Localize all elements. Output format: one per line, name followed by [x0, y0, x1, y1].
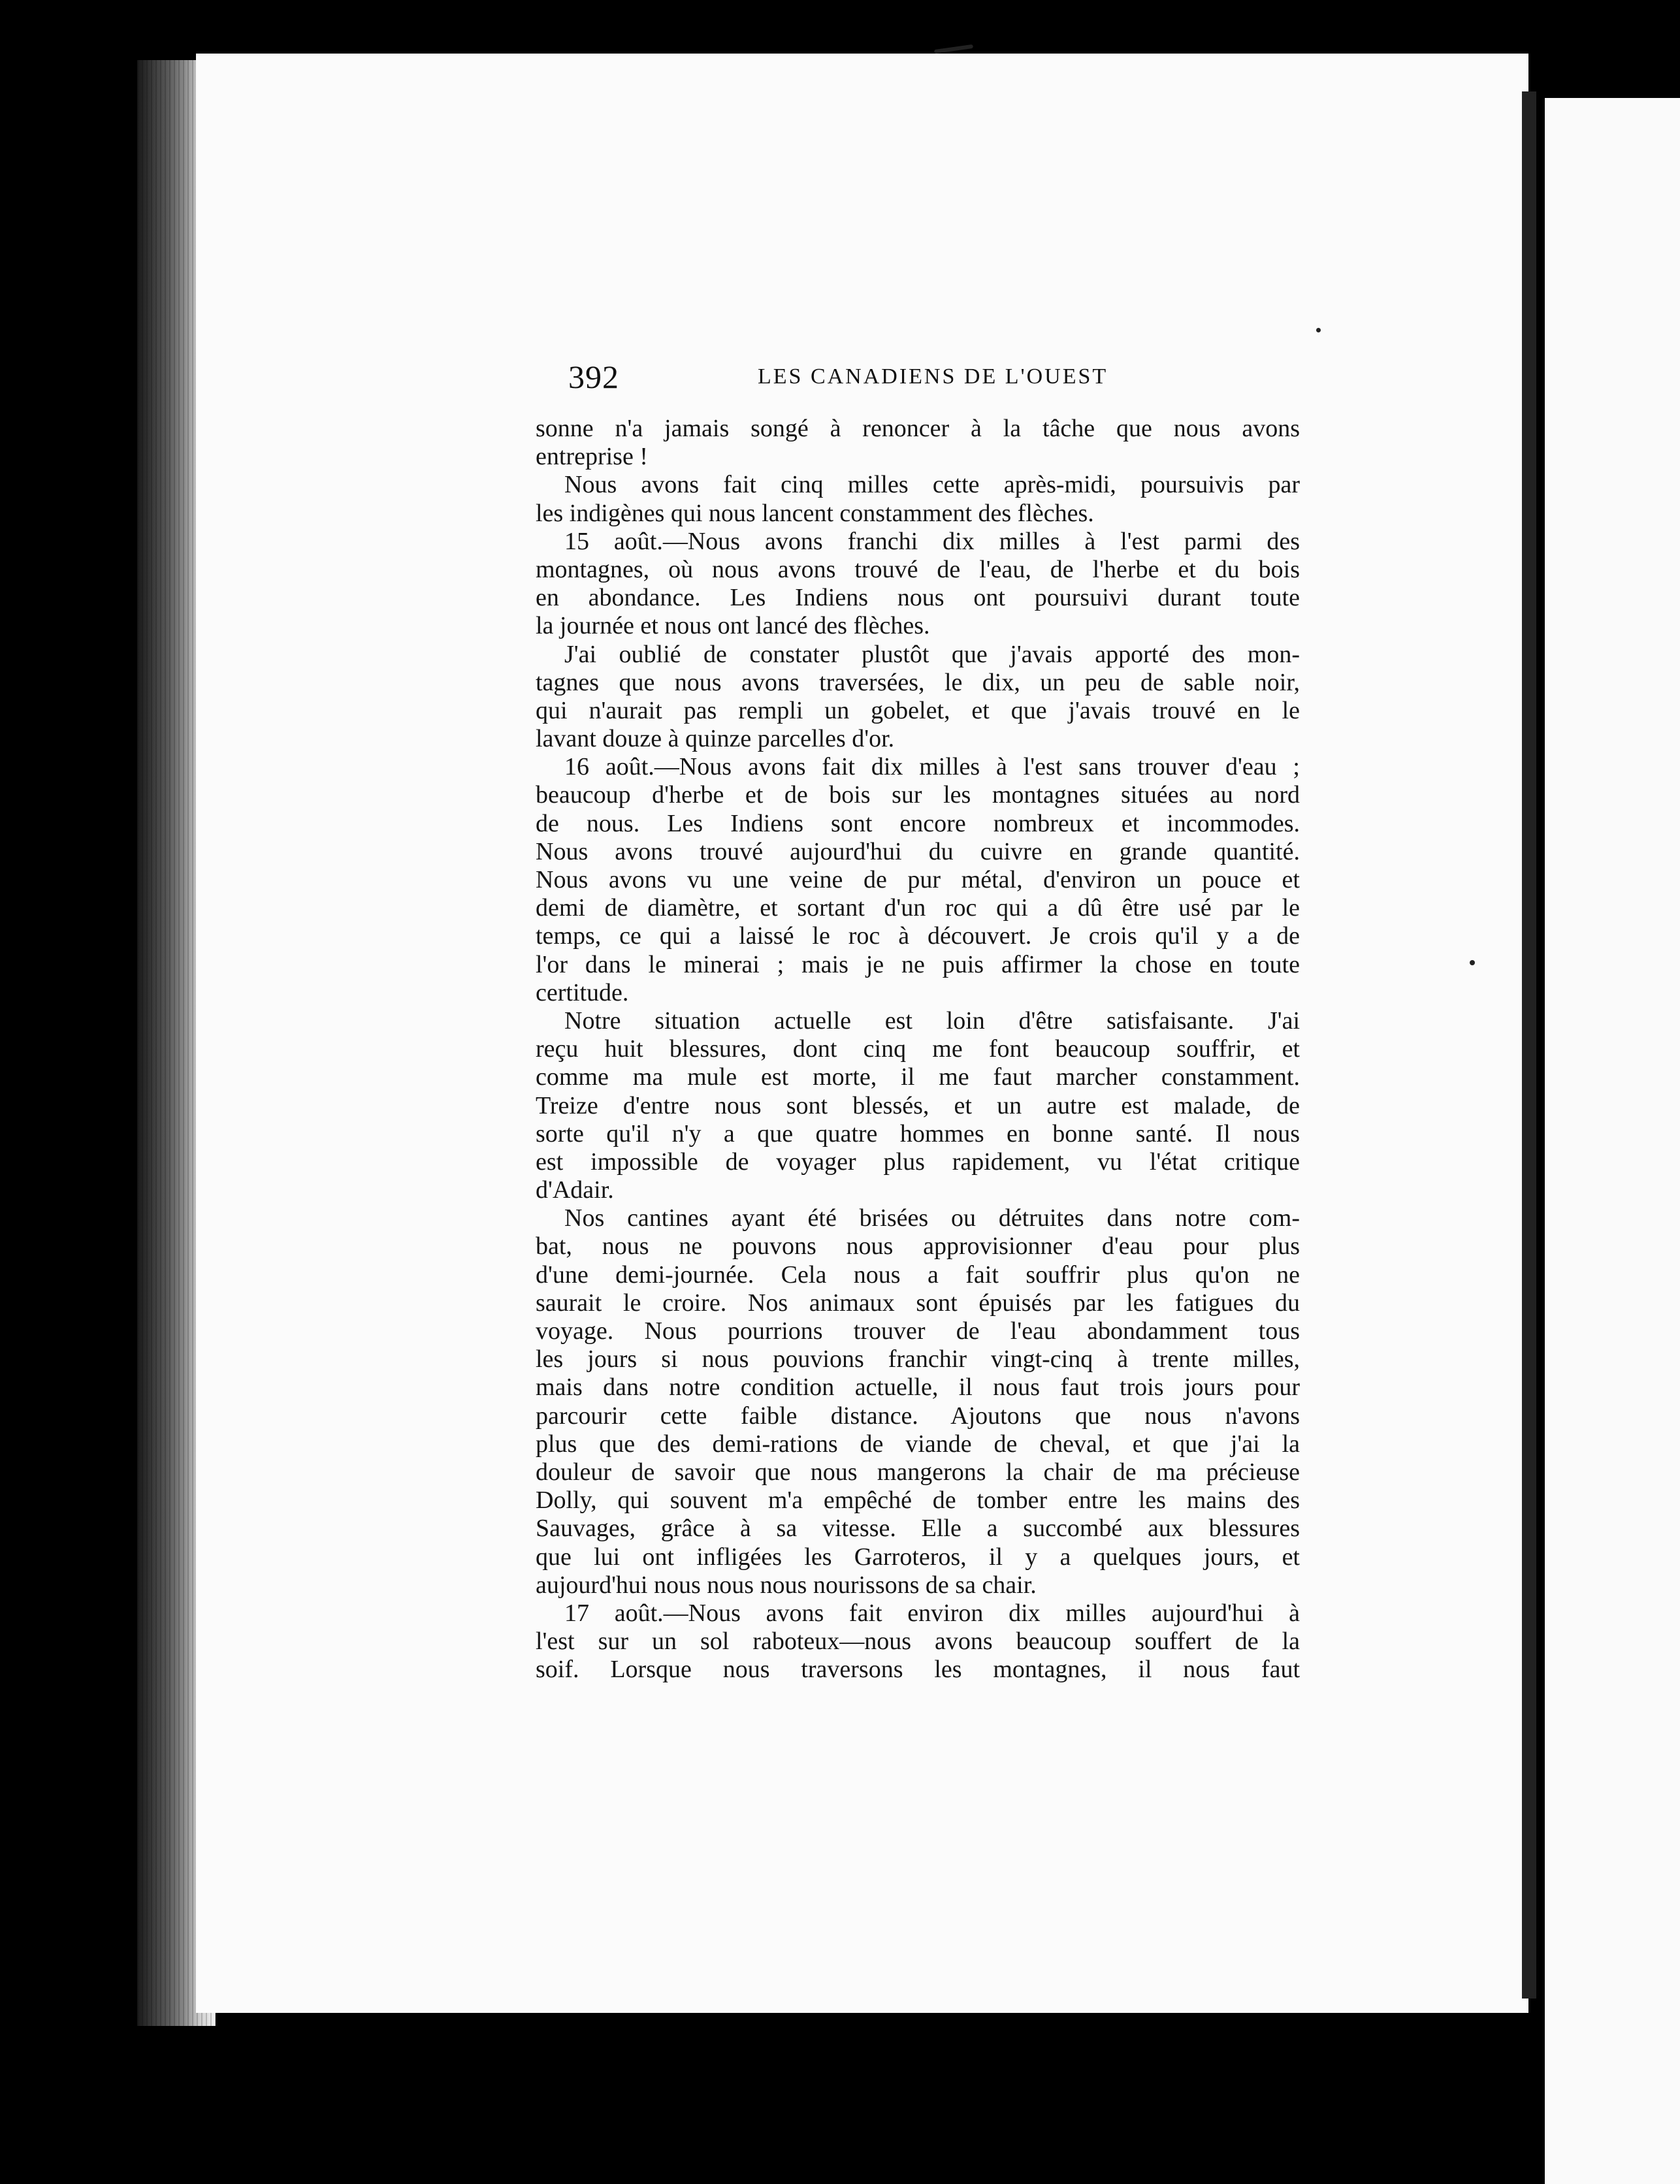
- text-line: 15 août.—Nous avons franchi dix milles à l'est parmi des: [564, 527, 1300, 555]
- text-line: entreprise !: [536, 443, 648, 471]
- text-line: 16 août.—Nous avons fait dix milles à l'est sans trouver d'eau ;: [564, 753, 1300, 781]
- text-line: en abondance. Les Indiens nous ont poursuivi durant toute: [536, 584, 1300, 612]
- text-line: saurait le croire. Nos animaux sont épuisés par les fatigues du: [536, 1289, 1300, 1317]
- text-line: les jours si nous pouvions franchir vingt-cinq à trente milles,: [536, 1345, 1300, 1373]
- text-line: bat, nous ne pouvons nous approvisionner d'eau pour plus: [536, 1232, 1300, 1261]
- text-line: sorte qu'il n'y a que quatre hommes en bonne santé. Il nous: [536, 1119, 1300, 1148]
- text-line: demi de diamètre, et sortant d'un roc qui a dû être usé par le: [536, 894, 1300, 922]
- running-title: LES CANADIENS DE L'OUEST: [758, 364, 1108, 389]
- text-line: comme ma mule est morte, il me faut marcher constamment.: [536, 1063, 1300, 1091]
- text-line: l'est sur un sol raboteux—nous avons beaucoup souffert de la: [536, 1628, 1300, 1656]
- text-line: l'or dans le minerai ; mais je ne puis affirmer la chose en toute: [536, 950, 1300, 978]
- facing-page: [1545, 98, 1680, 2184]
- text-line: voyage. Nous pourrions trouver de l'eau abondamment tous: [536, 1317, 1300, 1345]
- text-line: J'ai oublié de constater plustôt que j'avais apporté des mon-: [564, 640, 1300, 668]
- text-line: aujourd'hui nous nous nous nourissons de sa chair.: [536, 1571, 1037, 1599]
- text-line: de nous. Les Indiens sont encore nombreux et incommodes.: [536, 809, 1300, 837]
- text-line: douleur de savoir que nous mangerons la chair de ma précieuse: [536, 1458, 1300, 1486]
- text-line: Treize d'entre nous sont blessés, et un autre est malade, de: [536, 1091, 1300, 1119]
- text-line: temps, ce qui a laissé le roc à découvert. Je crois qu'il y a de: [536, 922, 1300, 950]
- text-line: Nous avons fait cinq milles cette après-midi, poursuivis par: [564, 471, 1300, 499]
- text-line: Dolly, qui souvent m'a empêché de tomber entre les mains des: [536, 1486, 1300, 1515]
- text-line: Sauvages, grâce à sa vitesse. Elle a succombé aux blessures: [536, 1515, 1300, 1543]
- text-line: Notre situation actuelle est loin d'être satisfaisante. J'ai: [564, 1006, 1300, 1035]
- page-number: 392: [568, 359, 619, 395]
- text-line: soif. Lorsque nous traversons les montagnes, il nous faut: [536, 1656, 1300, 1684]
- text-line: que lui ont infligées les Garroteros, il y a quelques jours, et: [536, 1543, 1300, 1571]
- text-line: d'une demi-journée. Cela nous a fait souffrir plus qu'on ne: [536, 1261, 1300, 1289]
- scan-speck: [1470, 960, 1475, 965]
- text-line: Nous avons trouvé aujourd'hui du cuivre en grande quantité.: [536, 837, 1300, 865]
- text-line: 17 août.—Nous avons fait environ dix milles aujourd'hui à: [564, 1599, 1300, 1627]
- running-header: [568, 358, 1306, 404]
- text-line: lavant douze à quinze parcelles d'or.: [536, 725, 895, 753]
- text-line: est impossible de voyager plus rapidement, vu l'état critique: [536, 1148, 1300, 1176]
- text-line: certitude.: [536, 978, 629, 1006]
- text-line: beaucoup d'herbe et de bois sur les montagnes situées au nord: [536, 781, 1300, 809]
- text-line: reçu huit blessures, dont cinq me font beaucoup souffrir, et: [536, 1035, 1300, 1063]
- scan-speck: [934, 44, 973, 54]
- text-line: tagnes que nous avons traversées, le dix, un peu de sable noir,: [536, 668, 1300, 696]
- text-line: plus que des demi-rations de viande de cheval, et que j'ai la: [536, 1430, 1300, 1458]
- text-line: d'Adair.: [536, 1176, 614, 1204]
- scan-speck: [1316, 328, 1321, 332]
- text-line: Nous avons vu une veine de pur métal, d'environ un pouce et: [536, 866, 1300, 893]
- text-line: mais dans notre condition actuelle, il nous faut trois jours pour: [536, 1373, 1300, 1402]
- text-line: parcourir cette faible distance. Ajoutons que nous n'avons: [536, 1402, 1300, 1430]
- text-line: Nos cantines ayant été brisées ou détruites dans notre com-: [564, 1204, 1300, 1232]
- text-line: montagnes, où nous avons trouvé de l'eau, de l'herbe et du bois: [536, 555, 1300, 583]
- text-line: qui n'aurait pas rempli un gobelet, et que j'avais trouvé en le: [536, 696, 1300, 724]
- text-line: sonne n'a jamais songé à renoncer à la tâche que nous avons: [536, 415, 1300, 442]
- body-text: [536, 415, 1300, 1684]
- text-line: la journée et nous ont lancé des flèches.: [536, 612, 930, 640]
- text-line: les indigènes qui nous lancent constamment des flèches.: [536, 499, 1094, 527]
- page-gutter-shadow: [1522, 91, 1536, 1999]
